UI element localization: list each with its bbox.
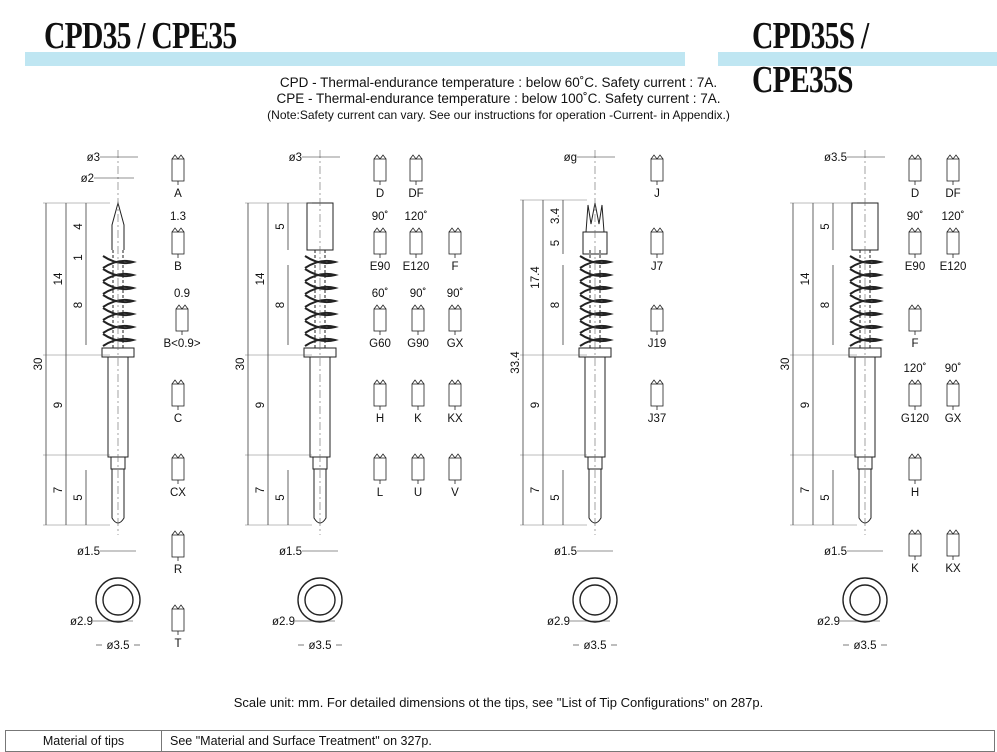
tip-crown bbox=[172, 155, 184, 159]
barrel-section-inner bbox=[103, 585, 133, 615]
tip-body bbox=[172, 535, 184, 557]
tip-body bbox=[412, 384, 424, 406]
top-diameter-label: ø3.5 bbox=[823, 152, 847, 164]
dimension-label: 4 bbox=[73, 223, 85, 230]
tip-angle-note: 90˚ bbox=[446, 288, 464, 300]
tip-label: K bbox=[911, 563, 919, 575]
tip-angle-note: 90˚ bbox=[906, 211, 924, 223]
tip-label: E120 bbox=[939, 261, 967, 273]
tip-label: K bbox=[414, 413, 422, 425]
tip-crown bbox=[651, 380, 663, 384]
pin-diameter-label: ø1.5 bbox=[553, 546, 577, 558]
tip-2-5 bbox=[374, 305, 386, 335]
tip-body bbox=[449, 384, 461, 406]
tip-label: F bbox=[911, 338, 919, 350]
tip-label: T bbox=[174, 638, 182, 650]
dimension-label: 14 bbox=[800, 272, 812, 286]
tip-body bbox=[172, 458, 184, 480]
dimension-label: 30 bbox=[780, 357, 792, 371]
tip-label: KX bbox=[447, 413, 463, 425]
tip-label: H bbox=[910, 487, 920, 499]
tip-crown bbox=[172, 454, 184, 458]
tip-body bbox=[909, 232, 921, 254]
pin-diameter-label: ø1.5 bbox=[76, 546, 100, 558]
tip-angle-note: 90˚ bbox=[409, 288, 427, 300]
tip-body bbox=[412, 309, 424, 331]
tip-body bbox=[909, 384, 921, 406]
tip-1-0 bbox=[172, 155, 184, 185]
tip-4-1 bbox=[947, 155, 959, 185]
tip-label: V bbox=[451, 487, 459, 499]
tip-angle-note: 120˚ bbox=[404, 211, 428, 223]
tip-2-8 bbox=[374, 380, 386, 410]
tip-1-2 bbox=[176, 305, 188, 335]
pin-diameter-label: ø1.5 bbox=[823, 546, 847, 558]
material-value: See "Material and Surface Treatment" on 327p. bbox=[170, 734, 432, 748]
tip-label: C bbox=[173, 413, 183, 425]
tip-body bbox=[410, 232, 422, 254]
dimension-label: 5 bbox=[73, 494, 85, 501]
tip-crown bbox=[909, 380, 921, 384]
tip-crown bbox=[909, 530, 921, 534]
tip-angle-note: 1.3 bbox=[170, 211, 186, 223]
tip-crown bbox=[374, 380, 386, 384]
probe-3 bbox=[520, 150, 617, 645]
tip-body bbox=[449, 309, 461, 331]
tip-body bbox=[374, 458, 386, 480]
tip-body bbox=[909, 458, 921, 480]
tip-body bbox=[909, 159, 921, 181]
tip-body bbox=[176, 309, 188, 331]
tip-label: DF bbox=[408, 188, 424, 200]
dimension-label: 5 bbox=[550, 239, 562, 247]
tip-crown bbox=[449, 380, 461, 384]
tip-label: R bbox=[173, 564, 183, 576]
top-diameter-label: ø3 bbox=[86, 152, 100, 164]
dimension-label: 1 bbox=[73, 254, 85, 261]
tip-crown bbox=[172, 605, 184, 609]
dimension-label: 5 bbox=[550, 494, 562, 501]
tip-body bbox=[172, 159, 184, 181]
tip-label: G60 bbox=[369, 338, 391, 350]
material-label: Material of tips bbox=[6, 731, 162, 751]
dimension-label: 5 bbox=[820, 494, 832, 501]
tip-label: D bbox=[375, 188, 385, 200]
tip-body bbox=[947, 159, 959, 181]
tip-4-0 bbox=[909, 155, 921, 185]
tip-body bbox=[172, 609, 184, 631]
tip-1-1 bbox=[172, 228, 184, 258]
tip-2-7 bbox=[449, 305, 461, 335]
tip-crown bbox=[172, 531, 184, 535]
tip-label: L bbox=[376, 487, 384, 499]
tip-body bbox=[909, 534, 921, 556]
dimension-label: 7 bbox=[800, 486, 812, 494]
tip-4-5 bbox=[909, 380, 921, 410]
dimension-label: 8 bbox=[73, 301, 85, 309]
title-right: CPD35S / CPE35S bbox=[752, 15, 869, 101]
tip-body bbox=[651, 384, 663, 406]
scale-note: Scale unit: mm. For detailed dimensions ot the tips, see "List of Tip Configurations" on 287p. bbox=[233, 695, 764, 710]
tip-crown bbox=[410, 155, 422, 159]
tip-2-0 bbox=[374, 155, 386, 185]
dimension-label: 5 bbox=[820, 223, 832, 230]
tip-label: CX bbox=[170, 487, 186, 499]
dimension-label: 7 bbox=[53, 486, 65, 494]
tip-crown bbox=[909, 155, 921, 159]
tip-crown bbox=[374, 454, 386, 458]
tip-label: A bbox=[174, 188, 182, 200]
tip-crown bbox=[909, 228, 921, 232]
tip-4-2 bbox=[909, 228, 921, 258]
tip-label: H bbox=[375, 413, 385, 425]
tip-label: F bbox=[451, 261, 459, 273]
tip-crown bbox=[651, 305, 663, 309]
tip-4-4 bbox=[909, 305, 921, 335]
dimension-label: 9 bbox=[255, 401, 267, 409]
barrel-section-inner bbox=[580, 585, 610, 615]
tip-2-10 bbox=[449, 380, 461, 410]
tip-angle-note: 90˚ bbox=[371, 211, 389, 223]
probe-4 bbox=[790, 150, 887, 645]
tip-1-6 bbox=[172, 605, 184, 635]
outer-diameter-label: ø3.5 bbox=[583, 640, 607, 652]
inner-diameter-label: ø2.9 bbox=[69, 616, 93, 628]
barrel-section-inner bbox=[850, 585, 880, 615]
tip-body bbox=[374, 159, 386, 181]
tip-1-5 bbox=[172, 531, 184, 561]
tip-2-3 bbox=[410, 228, 422, 258]
tip-label: E90 bbox=[904, 261, 926, 273]
tip-4-9 bbox=[947, 530, 959, 560]
tip-crown bbox=[947, 380, 959, 384]
barrel-section-inner bbox=[305, 585, 335, 615]
tip-label: GX bbox=[944, 413, 962, 425]
dimension-label: 3.4 bbox=[550, 208, 562, 224]
tip-label: J37 bbox=[647, 413, 667, 425]
tip-4-7 bbox=[909, 454, 921, 484]
tip-body bbox=[651, 232, 663, 254]
tip-crown bbox=[449, 228, 461, 232]
top-diameter-label: ø3 bbox=[288, 152, 302, 164]
tip-crown bbox=[909, 454, 921, 458]
tip-4-8 bbox=[909, 530, 921, 560]
probe-2 bbox=[245, 150, 342, 645]
dimension-label: 14 bbox=[53, 272, 65, 286]
tip-label: B<0.9> bbox=[163, 338, 201, 350]
tip-label: J7 bbox=[650, 261, 664, 273]
tip-2-4 bbox=[449, 228, 461, 258]
tip-crown bbox=[651, 228, 663, 232]
pin-diameter-label: ø1.5 bbox=[278, 546, 302, 558]
tip-body bbox=[449, 458, 461, 480]
dimension-label: 8 bbox=[550, 301, 562, 309]
spec-cpe: CPE - Thermal-endurance temperature : below 100˚C. Safety current : 7A. bbox=[276, 91, 721, 106]
material-table bbox=[5, 730, 995, 752]
tip-3-1 bbox=[651, 228, 663, 258]
tip-body bbox=[374, 232, 386, 254]
tip-crown bbox=[947, 228, 959, 232]
tip-label: J bbox=[654, 188, 660, 200]
tip-body bbox=[412, 458, 424, 480]
tip-angle-note: 120˚ bbox=[903, 363, 927, 375]
tip-body bbox=[947, 534, 959, 556]
tip-body bbox=[410, 159, 422, 181]
tip-crown bbox=[947, 530, 959, 534]
tip-1-3 bbox=[172, 380, 184, 410]
tip-body bbox=[909, 309, 921, 331]
dimension-label: 30 bbox=[235, 357, 247, 371]
tip-2-12 bbox=[412, 454, 424, 484]
tip-body bbox=[947, 384, 959, 406]
tip-crown bbox=[651, 155, 663, 159]
outer-diameter-label: ø3.5 bbox=[308, 640, 332, 652]
tip-3-3 bbox=[651, 380, 663, 410]
probe-1 bbox=[43, 150, 140, 645]
tip-label: G90 bbox=[407, 338, 429, 350]
dimension-label: 33.4 bbox=[510, 351, 522, 374]
tip-angle-note: 60˚ bbox=[371, 288, 389, 300]
tip-2-11 bbox=[374, 454, 386, 484]
tip-label: G120 bbox=[900, 413, 930, 425]
tip-crown bbox=[374, 305, 386, 309]
tip-body bbox=[374, 384, 386, 406]
tip-label: D bbox=[910, 188, 920, 200]
dimension-label: 9 bbox=[53, 401, 65, 409]
tip-body bbox=[374, 309, 386, 331]
tip-body bbox=[172, 232, 184, 254]
dimension-label: 5 bbox=[275, 223, 287, 230]
tip-body bbox=[449, 232, 461, 254]
top-diameter-label: øg bbox=[563, 152, 577, 164]
top-diameter-label: ø2 bbox=[80, 173, 94, 185]
tip-label: U bbox=[413, 487, 423, 499]
tip-2-13 bbox=[449, 454, 461, 484]
tip-body bbox=[651, 159, 663, 181]
inner-diameter-label: ø2.9 bbox=[816, 616, 840, 628]
tip-crown bbox=[410, 228, 422, 232]
inner-diameter-label: ø2.9 bbox=[546, 616, 570, 628]
tip-label: J19 bbox=[647, 338, 667, 350]
tip-crown bbox=[172, 228, 184, 232]
tip-label: E90 bbox=[369, 261, 391, 273]
dimension-label: 17.4 bbox=[530, 266, 542, 289]
tip-4-6 bbox=[947, 380, 959, 410]
outer-diameter-label: ø3.5 bbox=[853, 640, 877, 652]
tip-1-4 bbox=[172, 454, 184, 484]
spec-note: (Note:Safety current can vary. See our instructions for operation -Current- in Appendix.) bbox=[267, 108, 730, 122]
dimension-label: 8 bbox=[820, 301, 832, 309]
dimension-label: 9 bbox=[530, 401, 542, 409]
tip-crown bbox=[412, 305, 424, 309]
tip-angle-note: 0.9 bbox=[174, 288, 190, 300]
tip-label: DF bbox=[945, 188, 961, 200]
outer-diameter-label: ø3.5 bbox=[106, 640, 130, 652]
title-left: CPD35 / CPE35 bbox=[44, 15, 237, 57]
tip-2-1 bbox=[410, 155, 422, 185]
tip-crown bbox=[374, 155, 386, 159]
spec-cpd: CPD - Thermal-endurance temperature : below 60˚C. Safety current : 7A. bbox=[279, 75, 718, 90]
dimension-label: 14 bbox=[255, 272, 267, 286]
tip-crown bbox=[374, 228, 386, 232]
dimension-label: 7 bbox=[255, 486, 267, 494]
tip-label: GX bbox=[446, 338, 464, 350]
tip-crown bbox=[412, 380, 424, 384]
dimension-label: 30 bbox=[33, 357, 45, 371]
tip-4-3 bbox=[947, 228, 959, 258]
tip-2-6 bbox=[412, 305, 424, 335]
tip-crown bbox=[172, 380, 184, 384]
tip-body bbox=[947, 232, 959, 254]
tip-angle-note: 90˚ bbox=[944, 363, 962, 375]
inner-diameter-label: ø2.9 bbox=[271, 616, 295, 628]
tip-crown bbox=[449, 305, 461, 309]
tip-label: B bbox=[174, 261, 182, 273]
tip-3-0 bbox=[651, 155, 663, 185]
tip-2-9 bbox=[412, 380, 424, 410]
dimension-label: 7 bbox=[530, 486, 542, 494]
tip-3-2 bbox=[651, 305, 663, 335]
dimension-label: 5 bbox=[275, 494, 287, 501]
tip-crown bbox=[176, 305, 188, 309]
tip-2-2 bbox=[374, 228, 386, 258]
tip-crown bbox=[449, 454, 461, 458]
tip-crown bbox=[947, 155, 959, 159]
tip-crown bbox=[412, 454, 424, 458]
tip-body bbox=[172, 384, 184, 406]
tip-crown bbox=[909, 305, 921, 309]
dimension-label: 9 bbox=[800, 401, 812, 409]
tip-angle-note: 120˚ bbox=[941, 211, 965, 223]
dimension-label: 8 bbox=[275, 301, 287, 309]
tip-label: E120 bbox=[402, 261, 430, 273]
tip-body bbox=[651, 309, 663, 331]
tip-label: KX bbox=[945, 563, 961, 575]
